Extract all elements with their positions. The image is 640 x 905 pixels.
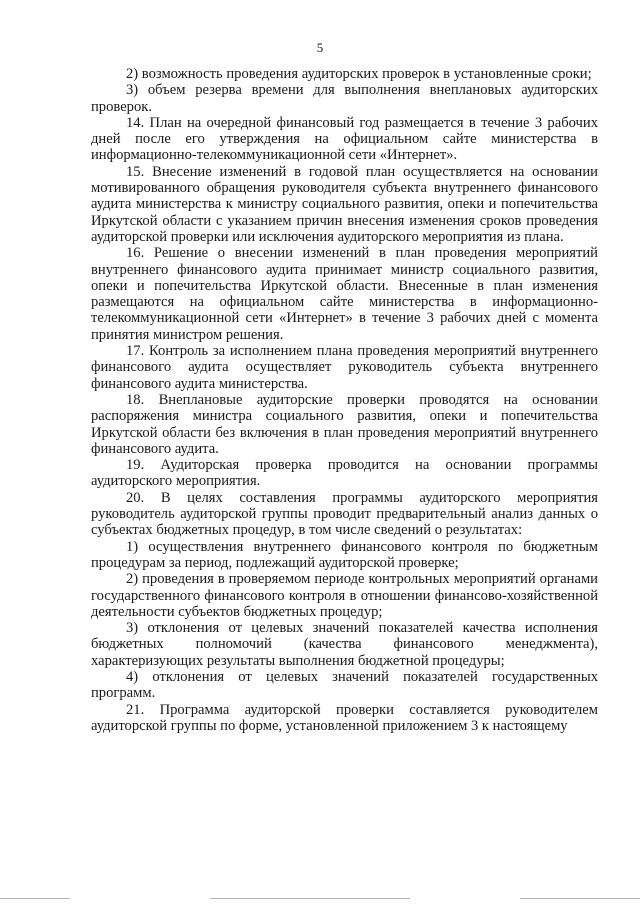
scan-edge-line-left <box>0 898 70 899</box>
paragraph-17: 17. Контроль за исполнением плана проведения мероприятий внутреннего финансового аудита осуществляет руководитель субъекта внутреннего финансового аудита министерства. <box>91 343 598 392</box>
paragraph-15: 15. Внесение изменений в годовой план осуществляется на основании мотивированного обращения руководителя субъекта внутреннего финансового аудита министерства к министру социального развития, опеки и попечительства Иркутской области с указанием причин внесения изменения сроков проведения аудиторской проверки или исключения аудиторского мероприятия из плана. <box>91 163 598 245</box>
paragraph-18: 18. Внеплановые аудиторские проверки проводятся на основании распоряжения министра социального развития, опеки и попечительства Иркутской области без включения в план проведения мероприятий внутреннего финансового аудита. <box>91 391 598 457</box>
paragraph-20-item-4: 4) отклонения от целевых значений показателей государственных программ. <box>91 668 598 702</box>
paragraph-20: 20. В целях составления программы аудиторского мероприятия руководитель аудиторской группы проводит предварительный анализ данных о субъектах бюджетных процедур, в том числе сведений о результатах: <box>91 489 598 539</box>
paragraph-20-item-3: 3) отклонения от целевых значений показателей качества исполнения бюджетных полномочий (качества финансового менеджмента), характеризующих результаты выполнения бюджетной процедуры; <box>91 620 598 669</box>
scan-edge-line-middle <box>210 898 410 899</box>
paragraph-20-item-2: 2) проведения в проверяемом периоде контрольных мероприятий органами государственного финансового контроля в отношении финансово-хозяйственной деятельности субъектов бюджетных процедур; <box>91 571 598 620</box>
paragraph-14: 14. План на очередной финансовый год размещается в течение 3 рабочих дней после его утверждения на официальном сайте министерства в информационно-телекоммуникационной сети «Интернет». <box>91 114 598 164</box>
document-body <box>91 66 598 734</box>
paragraph-16: 16. Решение о внесении изменений в план проведения мероприятий внутреннего финансового аудита принимает министр социального развития, опеки и попечительства Иркутской области. Внесенные в план изменения размещаются на официальном сайте министерства в информационно-телекоммуникационной сети «Интернет» в течение 3 рабочих дней с момента принятия министром решения. <box>91 245 598 343</box>
paragraph-20-item-1: 1) осуществления внутреннего финансового контроля по бюджетным процедурам за период, подлежащий аудиторской проверке; <box>91 538 598 571</box>
paragraph-item-3-rezerv: 3) объем резерва времени для выполнения внеплановых аудиторских проверок. <box>91 82 598 115</box>
paragraph-19: 19. Аудиторская проверка проводится на основании программы аудиторского мероприятия. <box>91 457 598 490</box>
paragraph-item-2-sroki: 2) возможность проведения аудиторских проверок в установленные сроки; <box>126 66 592 82</box>
paragraph-21: 21. Программа аудиторской проверки составляется руководителем аудиторской группы по форме, установленной приложением 3 к настоящему <box>91 701 598 734</box>
page-number: 5 <box>316 40 324 55</box>
scan-edge-line-right <box>520 898 640 899</box>
